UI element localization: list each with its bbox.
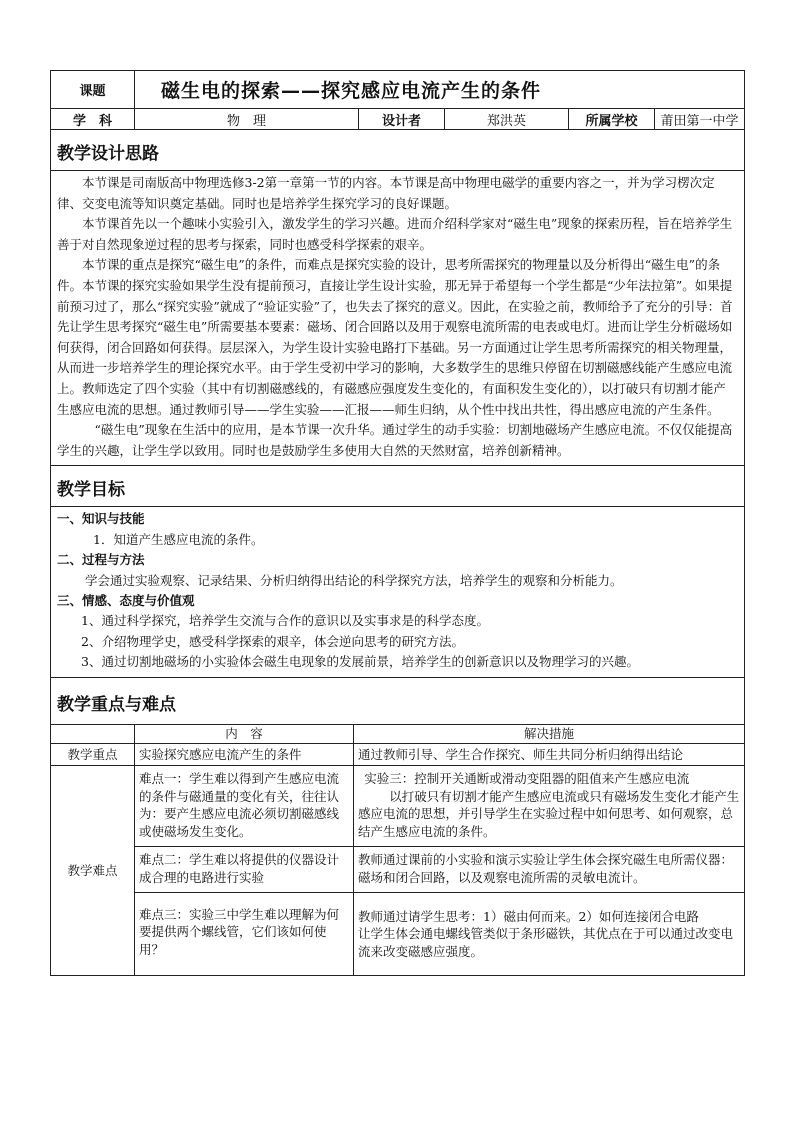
- difficulty-measure: 教师通过课前的小实验和演示实验让学生体会探究磁生电所需仪器：磁场和闭合回路，以及观察电流所需的灵敏电流计。: [354, 847, 745, 893]
- goal-item: 学会通过实验观察、记录结果、分析归纳得出结论的科学探究方法，培养学生的观察和分析能力。: [85, 572, 623, 588]
- designer-value: 郑洪英: [445, 109, 569, 130]
- col-content-header: 内 容: [135, 724, 354, 743]
- goal-section-title: 二、过程与方法: [57, 552, 145, 568]
- difficulty-row-3: [51, 893, 745, 976]
- goal-section-title: 一、知识与技能: [57, 511, 145, 527]
- design-paragraph: 本节课的重点是探究“磁生电”的条件，而难点是探究实验的设计，思考所需探究的物理量以及分析得出“磁生电”的条件。本节课的探究实验如果学生没有提前预习，直接让学生设计实验，那无异于希望每一个学生都是“少年法拉第”。如果提前预习过了，那么“探究实验”就成了“验证实验”了，也失去了探究的意义。因此，在实验之前，教师给予了充分的引导：首先让学生思考探究“磁生电”所需要基本要素：磁场、闭合回路以及用于观察电流所需的电表或电灯。进而让学生分析磁场如何获得，闭合回路如何获得。层层深入，为学生设计实验电路打下基础。另一方面通过让学生思考所需探究的相关物理量，从而进一步培养学生的理论探究水平。由于学生受初中学习的影响，大多数学生的思维只停留在切割磁感线能产生感应电流上。教师选定了四个实验（其中有切割磁感线的，有磁感应强度发生变化的，有面积发生变化的），以打破只有切割才能产生感应电流的思想。通过教师引导——学生实验——汇报——师生归纳，从个性中找出共性，得出感应电流的产生条件。: [57, 257, 733, 417]
- design-body-row: [51, 171, 745, 466]
- goals-body: [51, 507, 745, 677]
- goal-item: 2、介绍物理学史，感受科学探索的艰辛，体会逆向思考的研究方法。: [81, 633, 464, 649]
- design-heading: 教学设计思路: [51, 130, 745, 171]
- goal-section-title: 三、情感、态度与价值观: [57, 592, 195, 608]
- focus-measure: 通过教师引导、学生合作探究、师生共同分析归纳得出结论: [354, 743, 745, 766]
- meta-row: [51, 109, 745, 130]
- school-value: 莆田第一中学: [655, 109, 745, 130]
- measure-line: 让学生体会通电螺线管类似于条形磁铁，其优点在于可以通过改变电流来改变磁感应强度。: [358, 926, 734, 959]
- design-paragraph: 本节课首先以一个趣味小实验引入，激发学生的学习兴趣。进而介绍科学家对“磁生电”现象的探索历程，旨在培养学生善于对自然现象逆过程的思考与探索，同时也感受科学探索的艰辛。: [57, 216, 733, 252]
- keypoints-table: [50, 724, 745, 977]
- design-body: [51, 171, 745, 466]
- difficulty-content: 难点二：学生难以将提供的仪器设计成合理的电路进行实验: [135, 847, 354, 893]
- keypoints-heading-row: [51, 677, 745, 724]
- goals-body-row: [51, 507, 745, 677]
- focus-label: 教学重点: [51, 743, 135, 766]
- goal-item: 1．知道产生感应电流的条件。: [93, 531, 264, 547]
- difficulty-row-1: [51, 766, 745, 847]
- goals-heading-row: [51, 466, 745, 507]
- keypoints-heading: 教学重点与难点: [51, 677, 745, 724]
- difficulty-content: 难点一：学生难以得到产生感应电流的条件与磁通量的变化有关，往往认为：要产生感应电流必须切割磁感线或使磁场发生变化。: [135, 766, 354, 847]
- subject-label: 学 科: [51, 109, 135, 130]
- lesson-plan-table: [50, 70, 745, 725]
- focus-row: [51, 743, 745, 766]
- lesson-plan-sheet: [50, 70, 744, 976]
- goals-heading: 教学目标: [51, 466, 745, 507]
- difficulty-label: 教学难点: [51, 766, 135, 976]
- designer-label: 设计者: [359, 109, 445, 130]
- subject-value: 物 理: [135, 109, 359, 130]
- difficulty-measure: [354, 893, 745, 976]
- difficulty-measure: [354, 766, 745, 847]
- design-paragraph: “磁生电”现象在生活中的应用，是本节课一次升华。通过学生的动手实验：切割地磁场产生感应电流。不仅仅能提高学生的兴趣，让学生学以致用。同时也是鼓励学生多使用大自然的天然财富，培养创新精神。: [57, 422, 733, 458]
- school-label: 所属学校: [569, 109, 655, 130]
- blank-header-cell: [51, 724, 135, 743]
- design-paragraph: 本节课是司南版高中物理选修3-2第一章第一节的内容。本节课是高中物理电磁学的重要内容之一，并为学习楞次定律、交变电流等知识奠定基础。同时也是培养学生探究学习的良好课题。: [57, 175, 715, 211]
- difficulty-content: 难点三：实验三中学生难以理解为何要提供两个螺线管，它们该如何使用？: [135, 893, 354, 976]
- difficulty-row-2: [51, 847, 745, 893]
- measure-line: 以打破只有切割才能产生感应电流或只有磁场发生变化才能产生感应电流的思想，并引导学生在实验过程中如何思考、如何观察，总结产生感应电流的条件。: [358, 788, 740, 839]
- focus-content: 实验探究感应电流产生的条件: [135, 743, 354, 766]
- measure-line: 教师通过请学生思考：1）磁由何而来。2）如何连接闭合电路: [358, 908, 699, 924]
- goal-item: 3、通过切割地磁场的小实验体会磁生电现象的发展前景，培养学生的创新意识以及物理学习的兴趣。: [81, 654, 639, 670]
- design-heading-row: [51, 130, 745, 171]
- keypoints-col-header: [51, 724, 745, 743]
- col-measures-header: 解决措施: [354, 724, 745, 743]
- measure-line: 实验三：控制开关通断或滑动变阻器的阻值来产生感应电流: [364, 771, 690, 787]
- course-title: 磁生电的探索——探究感应电流产生的条件: [135, 71, 745, 109]
- course-label: 课题: [51, 71, 135, 109]
- title-row: [51, 71, 745, 109]
- goal-item: 1、通过科学探究，培养学生交流与合作的意识以及实事求是的科学态度。: [81, 613, 489, 629]
